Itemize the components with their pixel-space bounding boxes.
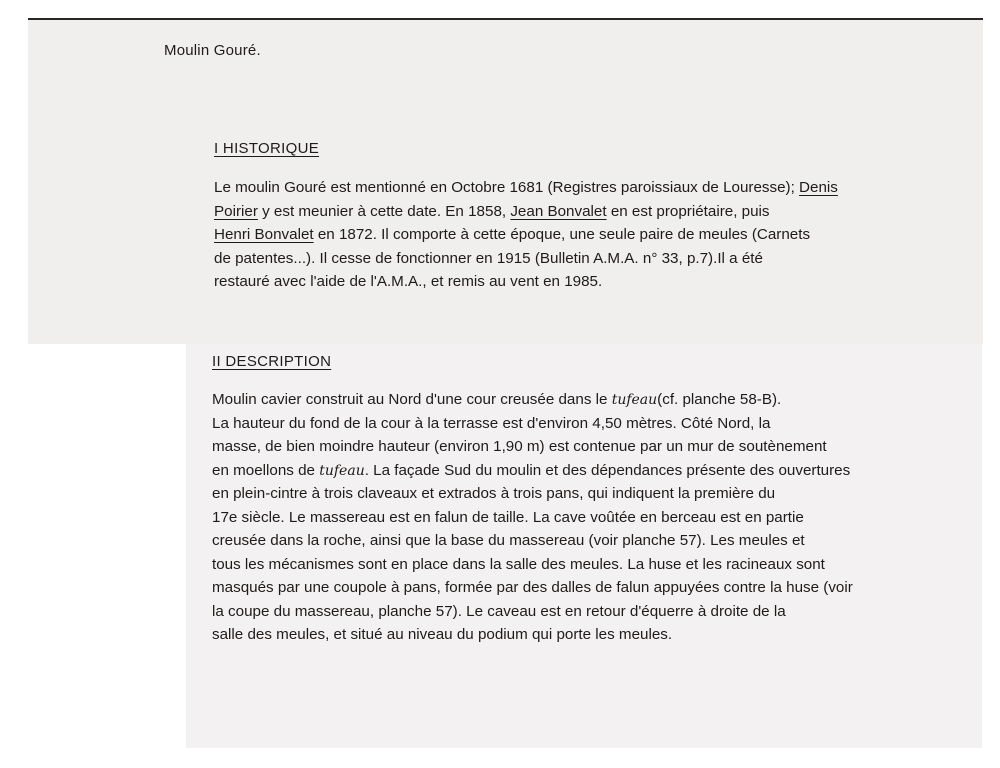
text-line: en plein-cintre à trois claveaux et extrados à trois pans, qui indiquent la première du <box>212 485 776 502</box>
text-line: Moulin cavier construit au Nord d'une cour creusée dans le tufeau(cf. planche 58-B). <box>212 391 782 408</box>
text-line: Henri Bonvalet en 1872. Il comporte à cette époque, une seule paire de meules (Carnets <box>214 226 811 243</box>
handwritten-word: tufeau <box>319 462 365 479</box>
text-line: 17e siècle. Le massereau est en falun de taille. La cave voûtée en berceau est en partie <box>212 508 804 526</box>
text-line: creusée dans la roche, ainsi que la base du massereau (voir planche 57). Les meules et <box>212 532 805 549</box>
section-heading-historique: I HISTORIQUE <box>214 140 320 157</box>
text-line: restauré avec l'aide de l'A.M.A., et remis au vent en 1985. <box>214 273 603 290</box>
text-line: masqués par une coupole à pans, formée par des dalles de falun appuyées contre la huse (voir <box>212 579 853 596</box>
text-line: salle des meules, et situé au niveau du podium qui porte les meules. <box>212 626 673 643</box>
document-title: Moulin Gouré. <box>164 42 261 59</box>
section-heading-description: II DESCRIPTION <box>212 353 332 370</box>
text-line: La hauteur du fond de la cour à la terrasse est d'environ 4,50 mètres. Côté Nord, la <box>212 414 771 432</box>
text-line: de patentes...). Il cesse de fonctionner en 1915 (Bulletin A.M.A. n° 33, p.7).Il a été <box>214 249 763 267</box>
description-paragraph <box>212 388 853 647</box>
text-line: Poirier y est meunier à cette date. En 1858, Jean Bonvalet en est propriétaire, puis <box>214 202 770 220</box>
text-line: en moellons de tufeau. La façade Sud du moulin et des dépendances présente des ouvertures <box>212 461 851 479</box>
historique-paragraph <box>214 176 838 294</box>
text-line: la coupe du massereau, planche 57). Le caveau est en retour d'équerre à droite de la <box>212 602 786 620</box>
text-line: Le moulin Gouré est mentionné en Octobre 1681 (Registres paroissiaux de Louresse); Denis <box>214 179 838 196</box>
page-edge-line <box>28 18 983 20</box>
text-line: masse, de bien moindre hauteur (environ 1,90 m) est contenue par un mur de soutènement <box>212 438 827 455</box>
text-line: tous les mécanismes sont en place dans la salle des meules. La huse et les racineaux sont <box>212 555 825 573</box>
handwritten-word: tufeau <box>611 392 658 408</box>
